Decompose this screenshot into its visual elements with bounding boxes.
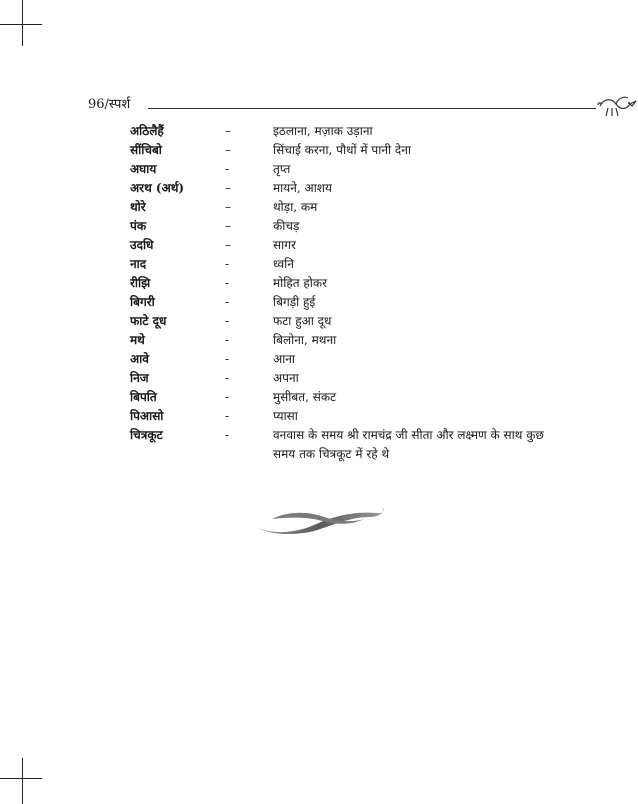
glossary-term: उदधि (130, 238, 154, 252)
glossary-term: बिपति (130, 390, 157, 404)
glossary-dash: - (225, 257, 230, 271)
glossary-term: चित्रकूट (130, 428, 163, 442)
glossary-term: अठिलैहैं (130, 124, 164, 138)
glossary-meaning: कीचड़ (273, 219, 300, 233)
glossary-meaning: सागर (273, 238, 296, 252)
flourish-ornament-icon (252, 505, 388, 537)
glossary-term: रीझि (130, 276, 151, 290)
glossary-row (130, 236, 570, 255)
glossary-dash: - (225, 276, 230, 290)
glossary-meaning: आना (273, 352, 296, 366)
glossary-dash: - (225, 314, 230, 328)
glossary-row (130, 179, 570, 198)
crop-mark-line (22, 0, 23, 46)
header-rule (148, 108, 596, 109)
crop-mark-line (0, 24, 42, 25)
glossary-row (130, 293, 570, 312)
glossary-dash: - (225, 295, 230, 309)
bird-icon (596, 92, 638, 120)
running-header (88, 92, 548, 116)
glossary-term: अरथ (अर्थ) (130, 181, 185, 195)
glossary-term: पंक (130, 219, 147, 233)
glossary-term: सींचिबो (130, 143, 162, 157)
glossary-meaning: प्यासा (273, 409, 298, 423)
glossary-meaning: फटा हुआ दूध (273, 314, 332, 328)
glossary-dash: – (225, 200, 231, 214)
glossary-row (130, 312, 570, 331)
glossary-dash: - (225, 333, 230, 347)
glossary-row (130, 122, 570, 141)
glossary-row (130, 255, 570, 274)
glossary-meaning: सिंचाई करना, पौधों में पानी देना (273, 143, 412, 157)
glossary-list (130, 122, 570, 464)
glossary-meaning: ध्वनि (273, 257, 294, 271)
glossary-row (130, 198, 570, 217)
glossary-dash: - (225, 162, 230, 176)
glossary-meaning: बिलोना, मथना (273, 333, 337, 347)
glossary-dash: – (225, 219, 231, 233)
glossary-meaning: बिगड़ी हुई (273, 295, 316, 309)
glossary-row (130, 274, 570, 293)
glossary-dash: - (225, 409, 230, 423)
glossary-dash: - (225, 371, 230, 385)
glossary-row (130, 426, 570, 464)
glossary-row (130, 160, 570, 179)
glossary-row (130, 388, 570, 407)
glossary-dash: – (225, 143, 231, 157)
glossary-dash: – (225, 238, 231, 252)
glossary-meaning: इठलाना, मज़ाक उड़ाना (273, 124, 373, 138)
crop-mark-line (0, 778, 42, 779)
crop-mark-line (22, 758, 23, 804)
glossary-term: बिगरी (130, 295, 155, 309)
glossary-term: अघाय (130, 162, 157, 176)
glossary-term: थोरे (130, 200, 146, 214)
glossary-meaning: मोहित होकर (273, 276, 328, 290)
glossary-term: पिआसो (130, 409, 164, 423)
glossary-term: आवे (130, 352, 149, 366)
page-number: 96/स्पर्श (88, 97, 131, 112)
glossary-row (130, 407, 570, 426)
glossary-dash: - (225, 352, 230, 366)
glossary-meaning: मुसीबत, संकट (273, 390, 337, 404)
glossary-term: नाद (130, 257, 147, 271)
glossary-term: फाटे दूध (130, 314, 167, 328)
glossary-term: निज (130, 371, 149, 385)
glossary-row (130, 369, 570, 388)
glossary-row (130, 331, 570, 350)
glossary-term: मथे (130, 333, 145, 347)
glossary-dash: – (225, 181, 231, 195)
glossary-row (130, 217, 570, 236)
glossary-dash: - (225, 390, 230, 404)
glossary-meaning: अपना (273, 371, 299, 385)
glossary-meaning: मायने, आशय (273, 181, 332, 195)
glossary-row (130, 350, 570, 369)
glossary-dash: – (225, 124, 231, 138)
glossary-meaning: थोड़ा, कम (273, 200, 318, 214)
glossary-meaning: वनवास के समय श्री रामचंद्र जी सीता और लक्ष्मण के साथ कुछ समय तक चित्रकूट में रहे थे (273, 428, 544, 461)
glossary-meaning: तृप्त (273, 162, 291, 176)
glossary-dash: - (225, 428, 230, 442)
glossary-row (130, 141, 570, 160)
